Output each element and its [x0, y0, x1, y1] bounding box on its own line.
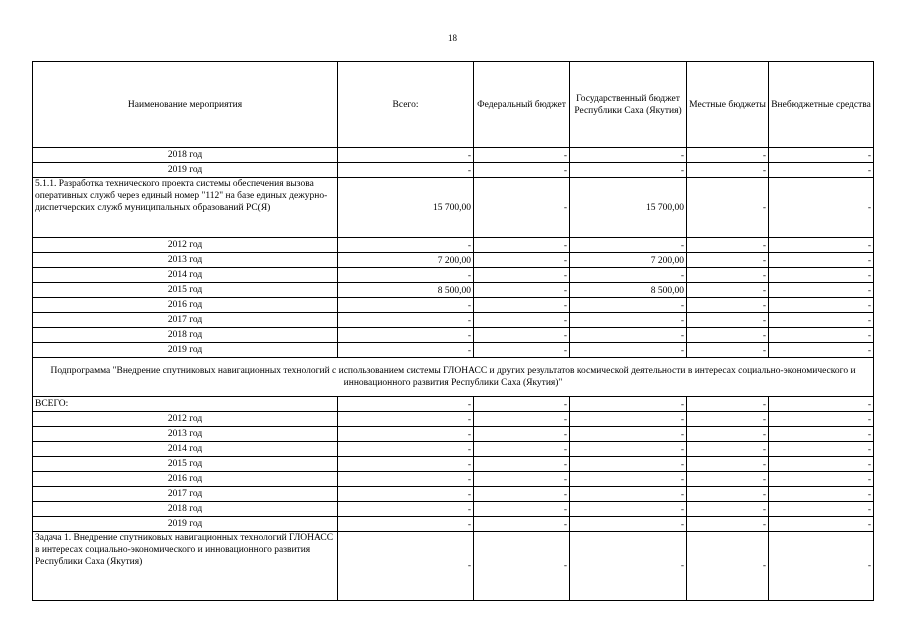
table-row	[33, 397, 874, 412]
value-cell: -	[687, 298, 769, 313]
value-cell: -	[338, 427, 474, 442]
value-cell: -	[338, 442, 474, 457]
value-cell: 7 200,00	[338, 253, 474, 268]
value-cell: -	[338, 517, 474, 532]
value-cell: -	[570, 502, 687, 517]
row-label: 2017 год	[33, 313, 338, 328]
value-cell: -	[474, 178, 570, 238]
value-cell: -	[769, 268, 874, 283]
value-cell: -	[474, 148, 570, 163]
value-cell: -	[769, 298, 874, 313]
table-row	[33, 283, 874, 298]
value-cell: -	[769, 148, 874, 163]
value-cell: -	[687, 427, 769, 442]
value-cell: -	[570, 472, 687, 487]
value-cell: -	[338, 163, 474, 178]
value-cell: -	[474, 163, 570, 178]
table-row	[33, 532, 874, 601]
value-cell: -	[338, 397, 474, 412]
value-cell: -	[570, 268, 687, 283]
value-cell: -	[687, 283, 769, 298]
value-cell: -	[338, 313, 474, 328]
value-cell: -	[474, 442, 570, 457]
value-cell: -	[687, 517, 769, 532]
value-cell: -	[338, 502, 474, 517]
value-cell: -	[769, 472, 874, 487]
header-total: Всего:	[338, 62, 474, 148]
value-cell: -	[769, 238, 874, 253]
value-cell: -	[570, 442, 687, 457]
table-header-row	[33, 62, 874, 148]
value-cell: -	[474, 313, 570, 328]
row-label: 2018 год	[33, 502, 338, 517]
value-cell: -	[474, 343, 570, 358]
value-cell: -	[570, 427, 687, 442]
value-cell: -	[687, 253, 769, 268]
value-cell: -	[687, 532, 769, 601]
value-cell: -	[474, 283, 570, 298]
table-row	[33, 313, 874, 328]
value-cell: -	[769, 412, 874, 427]
table-row	[33, 412, 874, 427]
value-cell: -	[769, 457, 874, 472]
row-label: 2014 год	[33, 442, 338, 457]
row-label: 2013 год	[33, 427, 338, 442]
row-label: 2014 год	[33, 268, 338, 283]
header-extrabudgetary: Внебюджетные средства	[769, 62, 874, 148]
value-cell: -	[687, 502, 769, 517]
value-cell: -	[338, 472, 474, 487]
value-cell: -	[769, 283, 874, 298]
value-cell: -	[474, 457, 570, 472]
value-cell: -	[570, 457, 687, 472]
row-label: 2018 год	[33, 328, 338, 343]
table-row	[33, 238, 874, 253]
table-row	[33, 517, 874, 532]
value-cell: -	[570, 517, 687, 532]
row-label: 2016 год	[33, 298, 338, 313]
row-label: 2012 год	[33, 412, 338, 427]
value-cell: -	[687, 268, 769, 283]
value-cell: -	[769, 178, 874, 238]
value-cell: -	[769, 343, 874, 358]
table-row	[33, 163, 874, 178]
value-cell: -	[338, 343, 474, 358]
value-cell: -	[474, 472, 570, 487]
value-cell: -	[338, 412, 474, 427]
value-cell: -	[570, 298, 687, 313]
value-cell: -	[474, 298, 570, 313]
value-cell: -	[687, 148, 769, 163]
table-row	[33, 178, 874, 238]
value-cell: -	[570, 343, 687, 358]
table-row	[33, 442, 874, 457]
value-cell: -	[769, 502, 874, 517]
row-label: 2017 год	[33, 487, 338, 502]
value-cell: 8 500,00	[338, 283, 474, 298]
value-cell: -	[769, 253, 874, 268]
value-cell: 7 200,00	[570, 253, 687, 268]
value-cell: -	[687, 343, 769, 358]
value-cell: -	[769, 487, 874, 502]
header-federal-budget: Федеральный бюджет	[474, 62, 570, 148]
value-cell: -	[474, 238, 570, 253]
table-row	[33, 343, 874, 358]
value-cell: 15 700,00	[338, 178, 474, 238]
value-cell: -	[474, 532, 570, 601]
value-cell: -	[338, 532, 474, 601]
value-cell: -	[687, 412, 769, 427]
value-cell: -	[338, 298, 474, 313]
value-cell: -	[570, 328, 687, 343]
value-cell: -	[338, 268, 474, 283]
table-row	[33, 328, 874, 343]
row-label: 5.1.1. Разработка технического проекта системы обеспечения вызова оперативных служб через единый номер "112" на базе единых дежурно-диспетчерских служб муниципальных образований РС(Я)	[33, 178, 338, 238]
value-cell: -	[687, 457, 769, 472]
header-local-budgets: Местные бюджеты	[687, 62, 769, 148]
subprogram-row	[33, 358, 874, 397]
value-cell: -	[687, 163, 769, 178]
value-cell: -	[687, 178, 769, 238]
value-cell: -	[338, 148, 474, 163]
value-cell: -	[474, 502, 570, 517]
value-cell: -	[474, 268, 570, 283]
value-cell: -	[474, 412, 570, 427]
value-cell: -	[474, 427, 570, 442]
row-label: 2016 год	[33, 472, 338, 487]
value-cell: -	[570, 238, 687, 253]
value-cell: -	[474, 487, 570, 502]
value-cell: -	[474, 253, 570, 268]
table-row	[33, 268, 874, 283]
table-row	[33, 148, 874, 163]
value-cell: -	[687, 313, 769, 328]
value-cell: -	[769, 427, 874, 442]
row-label: Задача 1. Внедрение спутниковых навигационных технологий ГЛОНАСС в интересах социально-экономического и инновационного развития Республики Саха (Якутия)	[33, 532, 338, 601]
table-row	[33, 253, 874, 268]
row-label: ВСЕГО:	[33, 397, 338, 412]
value-cell: -	[474, 517, 570, 532]
value-cell: -	[769, 517, 874, 532]
value-cell: -	[769, 532, 874, 601]
value-cell: -	[769, 442, 874, 457]
value-cell: -	[687, 238, 769, 253]
table-row	[33, 502, 874, 517]
row-label: 2015 год	[33, 457, 338, 472]
value-cell: -	[570, 163, 687, 178]
value-cell: -	[338, 457, 474, 472]
table-row	[33, 472, 874, 487]
row-label: 2012 год	[33, 238, 338, 253]
row-label: 2013 год	[33, 253, 338, 268]
table-row	[33, 298, 874, 313]
row-label: 2015 год	[33, 283, 338, 298]
subprogram-title: Подпрограмма "Внедрение спутниковых навигационных технологий с использованием системы ГЛОНАСС и других результатов космической деятельности в интересах социально-экономического и инновационного развития Республики Саха (Якутия)"	[33, 358, 874, 397]
budget-table	[32, 61, 874, 601]
value-cell: -	[570, 148, 687, 163]
value-cell: -	[570, 412, 687, 427]
header-activity-name: Наименование мероприятия	[33, 62, 338, 148]
value-cell: -	[687, 472, 769, 487]
value-cell: -	[570, 397, 687, 412]
page-number: 18	[448, 33, 457, 43]
value-cell: -	[570, 313, 687, 328]
value-cell: -	[474, 397, 570, 412]
value-cell: -	[769, 397, 874, 412]
value-cell: -	[570, 532, 687, 601]
table-row	[33, 457, 874, 472]
value-cell: -	[338, 328, 474, 343]
value-cell: -	[474, 328, 570, 343]
value-cell: 8 500,00	[570, 283, 687, 298]
value-cell: -	[687, 442, 769, 457]
value-cell: -	[338, 238, 474, 253]
value-cell: -	[687, 487, 769, 502]
value-cell: -	[687, 328, 769, 343]
value-cell: -	[769, 163, 874, 178]
value-cell: -	[570, 487, 687, 502]
row-label: 2018 год	[33, 148, 338, 163]
header-state-budget: Государственный бюджет Республики Саха (Якутия)	[570, 62, 687, 148]
table-row	[33, 487, 874, 502]
value-cell: 15 700,00	[570, 178, 687, 238]
value-cell: -	[769, 313, 874, 328]
row-label: 2019 год	[33, 517, 338, 532]
value-cell: -	[687, 397, 769, 412]
row-label: 2019 год	[33, 163, 338, 178]
row-label: 2019 год	[33, 343, 338, 358]
table-row	[33, 427, 874, 442]
value-cell: -	[338, 487, 474, 502]
value-cell: -	[769, 328, 874, 343]
